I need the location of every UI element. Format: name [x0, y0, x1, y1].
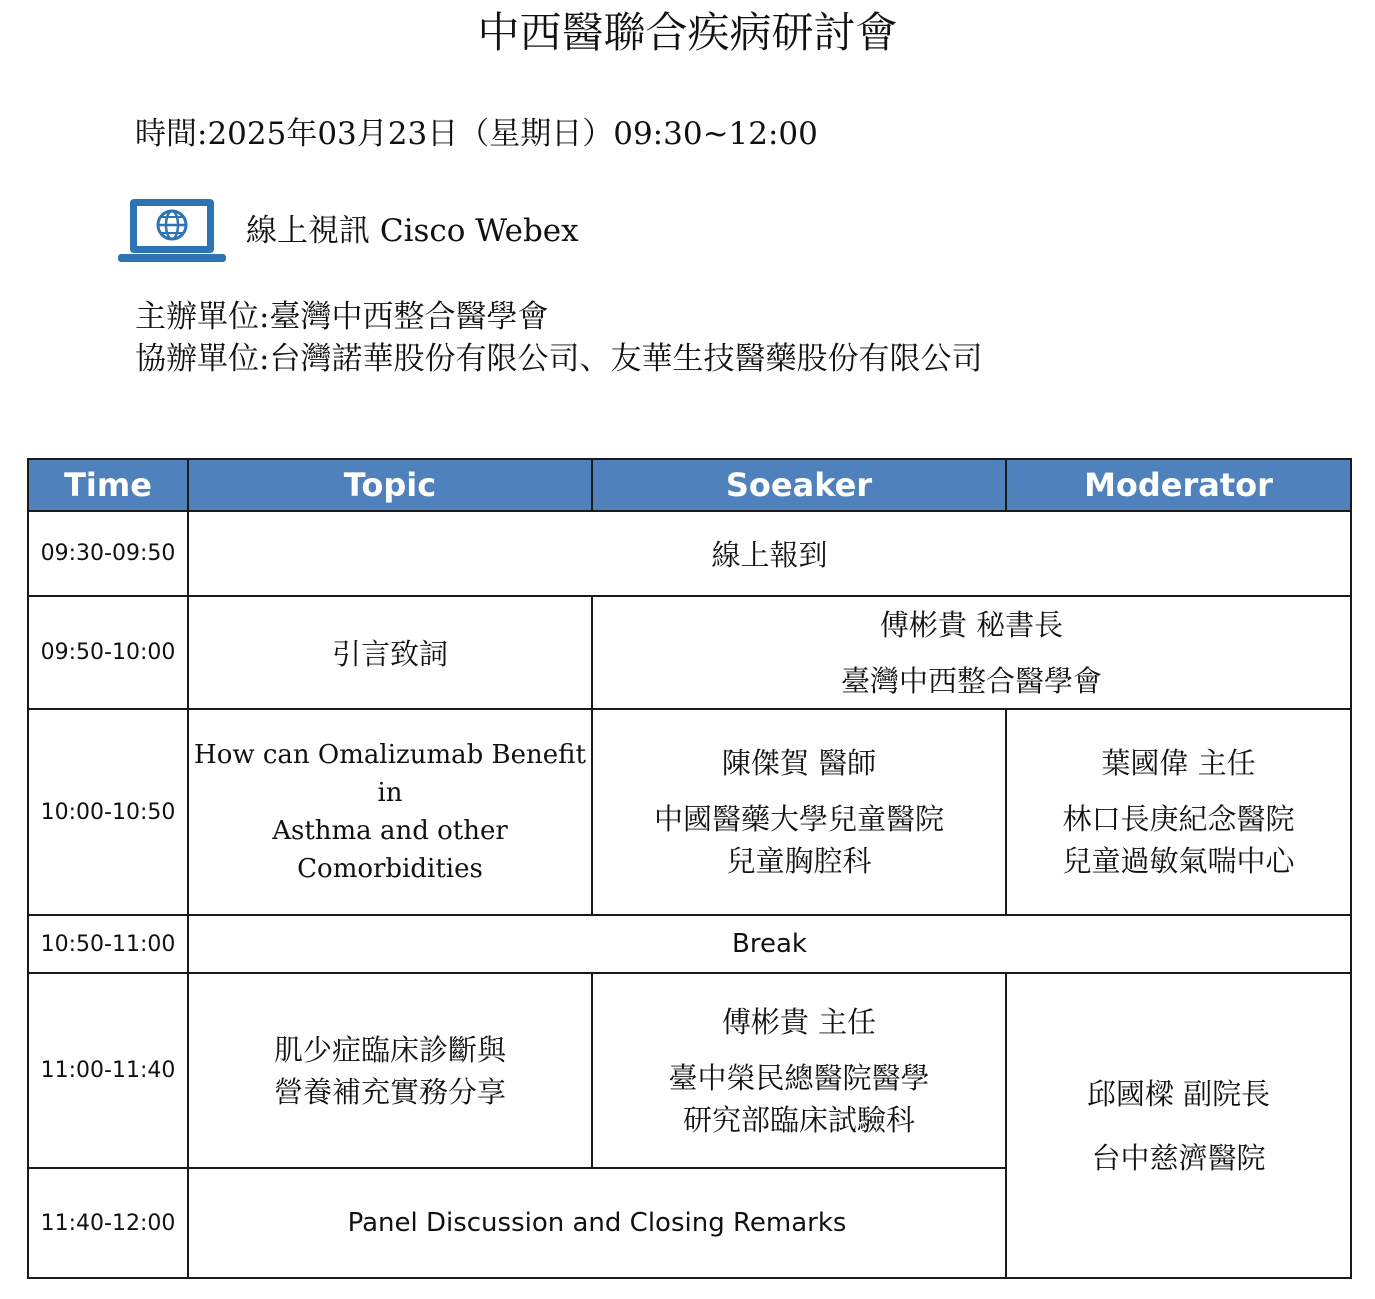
table-row	[28, 915, 1351, 973]
topic-cell	[188, 709, 592, 915]
page-title: 中西醫聯合疾病研討會	[477, 8, 898, 57]
table-row	[28, 511, 1351, 596]
time-cell: 10:00-10:50	[28, 709, 188, 915]
table-row	[28, 709, 1351, 915]
topic-line: How can Omalizumab Benefit in	[194, 740, 586, 808]
moderator-cell	[1006, 973, 1351, 1278]
time-cell: 10:50-11:00	[28, 915, 188, 973]
table-row	[28, 596, 1351, 709]
moderator-name: 邱國樑 副院長	[1086, 1076, 1271, 1111]
speaker-name: 陳傑賀 醫師	[721, 746, 877, 780]
header-topic: Topic	[188, 459, 592, 511]
online-venue	[118, 196, 579, 266]
speaker-cell	[592, 973, 1006, 1168]
header-speaker: Soeaker	[592, 459, 1006, 511]
topic-cell	[188, 973, 592, 1168]
break-cell: Break	[188, 915, 1351, 973]
speaker-org: 臺灣中西整合醫學會	[840, 663, 1102, 698]
online-platform: 線上視訊 Cisco Webex	[246, 213, 579, 249]
topic-line: Asthma and other Comorbidities	[272, 816, 508, 884]
moderator-org: 台中慈濟醫院	[1091, 1140, 1266, 1175]
table-row	[28, 973, 1351, 1168]
speaker-dept: 研究部臨床試驗科	[682, 1102, 915, 1137]
speaker-cell	[592, 709, 1006, 915]
time-cell: 11:40-12:00	[28, 1168, 188, 1278]
agenda-table	[27, 458, 1352, 1279]
speaker-org: 臺中榮民總醫院醫學	[668, 1060, 930, 1095]
speaker-cell	[592, 596, 1351, 709]
event-datetime: 時間:2025年03月23日（星期日）09:30~12:00	[135, 116, 818, 152]
moderator-cell	[1006, 709, 1351, 915]
moderator-org: 林口長庚紀念醫院	[1062, 802, 1295, 836]
speaker-dept: 兒童胸腔科	[726, 844, 872, 878]
topic-line: 肌少症臨床診斷與	[273, 1032, 506, 1067]
moderator-name: 葉國偉 主任	[1101, 746, 1256, 780]
table-header-row	[28, 459, 1351, 511]
time-cell: 09:50-10:00	[28, 596, 188, 709]
cohost-organizations: 協辦單位:台灣諾華股份有限公司、友華生技醫藥股份有限公司	[135, 341, 983, 377]
moderator-dept: 兒童過敏氣喘中心	[1062, 844, 1295, 878]
panel-cell: Panel Discussion and Closing Remarks	[188, 1168, 1006, 1278]
speaker-name: 傅彬貴 秘書長	[879, 607, 1064, 642]
speaker-name: 傅彬貴 主任	[721, 1004, 877, 1039]
topic-line: 營養補充實務分享	[273, 1074, 506, 1109]
host-organization: 主辦單位:臺灣中西整合醫學會	[135, 299, 549, 335]
header-time: Time	[28, 459, 188, 511]
time-cell: 09:30-09:50	[28, 511, 188, 596]
laptop-globe-icon	[118, 197, 226, 265]
speaker-org: 中國醫藥大學兒童醫院	[653, 802, 944, 836]
time-cell: 11:00-11:40	[28, 973, 188, 1168]
header-moderator: Moderator	[1006, 459, 1351, 511]
topic-cell: 引言致詞	[188, 596, 592, 709]
checkin-cell: 線上報到	[188, 511, 1351, 596]
